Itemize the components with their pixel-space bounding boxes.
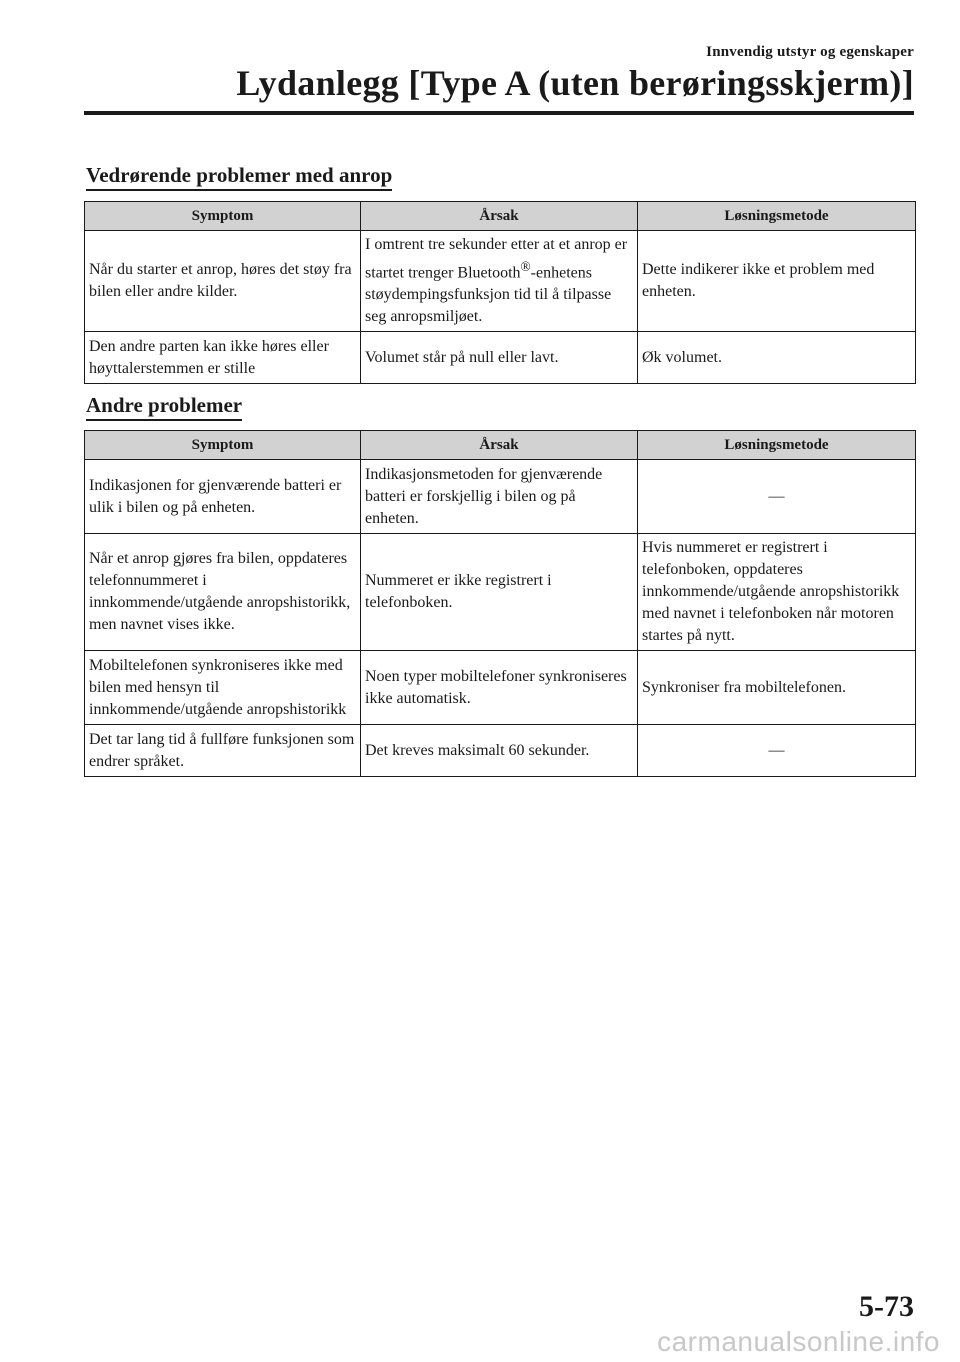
column-header-solution: Løsningsmetode <box>638 431 916 460</box>
solution-cell: ― <box>638 725 916 777</box>
column-header-symptom: Symptom <box>85 202 361 231</box>
call-problems-table <box>84 201 916 384</box>
symptom-cell: Det tar lang tid å fullføre funksjonen som endrer språket. <box>85 725 361 777</box>
watermark: carmanualsonline.info <box>657 1326 940 1357</box>
section-title-other-problems: Andre problemer <box>86 393 242 421</box>
cause-cell: Volumet står på null eller lavt. <box>361 332 638 384</box>
cause-cell <box>361 231 638 332</box>
table-row <box>85 231 916 332</box>
table-row <box>85 460 916 534</box>
column-header-symptom: Symptom <box>85 431 361 460</box>
page-title: Lydanlegg [Type A (uten berøringsskjerm)] <box>236 63 914 103</box>
solution-cell: Hvis nummeret er registrert i telefonboken, oppdateres innkommende/utgående anropshistorikk med navnet i telefonboken når motoren startes på nytt. <box>638 534 916 651</box>
table-row <box>85 534 916 651</box>
cause-cell: Indikasjonsmetoden for gjenværende batteri er forskjellig i bilen og på enheten. <box>361 460 638 534</box>
symptom-cell: Den andre parten kan ikke høres eller høyttalerstemmen er stille <box>85 332 361 384</box>
solution-cell: Dette indikerer ikke et problem med enheten. <box>638 231 916 332</box>
solution-cell: Synkroniser fra mobiltelefonen. <box>638 651 916 725</box>
other-problems-table <box>84 430 916 777</box>
cause-text-part: I omtrent tre sekunder etter at et anrop er startet trenger Bluetooth <box>365 236 628 282</box>
symptom-cell: Når du starter et anrop, høres det støy fra bilen eller andre kilder. <box>85 231 361 332</box>
header-divider <box>84 111 914 115</box>
page-number: 5-73 <box>859 1290 914 1323</box>
cause-text-part: -enhetens støydempingsfunksjon tid til å tilpasse seg anropsmiljøet. <box>365 264 612 326</box>
cause-cell: Noen typer mobiltelefoner synkroniseres ikke automatisk. <box>361 651 638 725</box>
table-header-row <box>85 202 916 231</box>
column-header-cause: Årsak <box>361 431 638 460</box>
symptom-cell: Mobiltelefonen synkroniseres ikke med bilen med hensyn til innkommende/utgående anropshistorikk <box>85 651 361 725</box>
section-title-call-problems: Vedrørende problemer med anrop <box>86 163 392 191</box>
table-row <box>85 725 916 777</box>
cause-cell: Nummeret er ikke registrert i telefonboken. <box>361 534 638 651</box>
symptom-cell: Indikasjonen for gjenværende batteri er ulik i bilen og på enheten. <box>85 460 361 534</box>
column-header-solution: Løsningsmetode <box>638 202 916 231</box>
chapter-heading: Innvendig utstyr og egenskaper <box>706 44 914 60</box>
table-row <box>85 651 916 725</box>
column-header-cause: Årsak <box>361 202 638 231</box>
solution-cell: Øk volumet. <box>638 332 916 384</box>
cause-cell: Det kreves maksimalt 60 sekunder. <box>361 725 638 777</box>
table-row <box>85 332 916 384</box>
solution-cell: ― <box>638 460 916 534</box>
symptom-cell: Når et anrop gjøres fra bilen, oppdateres telefonnummeret i innkommende/utgående anropshistorikk, men navnet vises ikke. <box>85 534 361 651</box>
registered-mark: ® <box>520 259 531 274</box>
table-header-row <box>85 431 916 460</box>
